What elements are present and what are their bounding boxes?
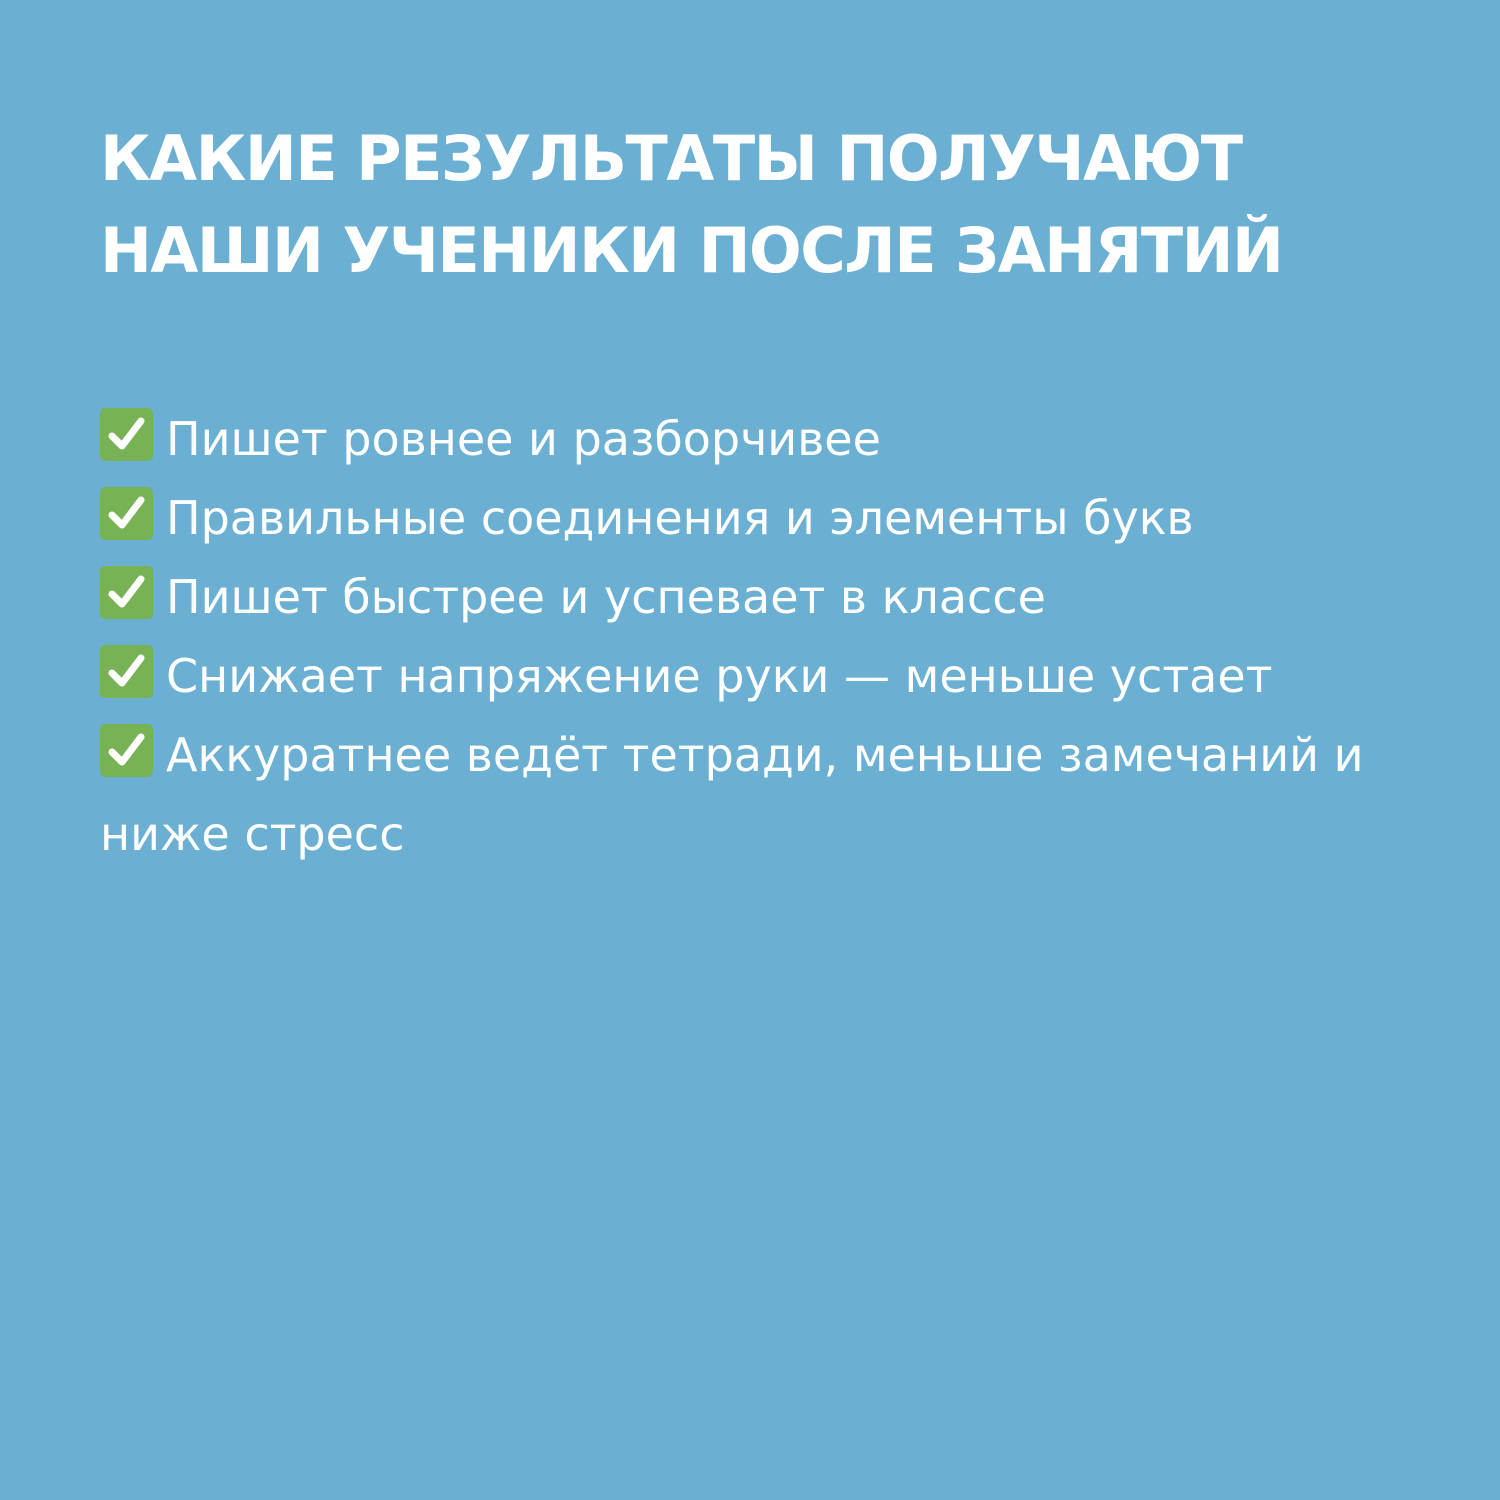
list-item — [100, 637, 1430, 716]
list-item-text: Правильные соединения и элементы букв — [166, 491, 1194, 545]
check-mark-icon — [100, 724, 153, 777]
list-item-text: Пишет быстрее и успевает в классе — [166, 570, 1046, 624]
list-item — [100, 400, 1430, 479]
list-item — [100, 716, 1430, 874]
check-mark-icon — [100, 645, 153, 698]
check-mark-icon — [100, 566, 153, 619]
check-mark-icon — [100, 487, 153, 540]
list-item — [100, 479, 1430, 558]
list-item — [100, 558, 1430, 637]
results-list — [100, 400, 1430, 874]
page-title: КАКИЕ РЕЗУЛЬТАТЫ ПОЛУЧАЮТ НАШИ УЧЕНИКИ ПОСЛЕ ЗАНЯТИЙ — [100, 122, 1283, 287]
list-item-text: Снижает напряжение руки — меньше устает — [166, 649, 1273, 703]
list-item-text: Пишет ровнее и разборчивее — [166, 412, 881, 466]
list-item-text: Аккуратнее ведёт тетради, меньше замечаний и ниже стресс — [100, 728, 1364, 861]
check-mark-icon — [100, 408, 153, 461]
